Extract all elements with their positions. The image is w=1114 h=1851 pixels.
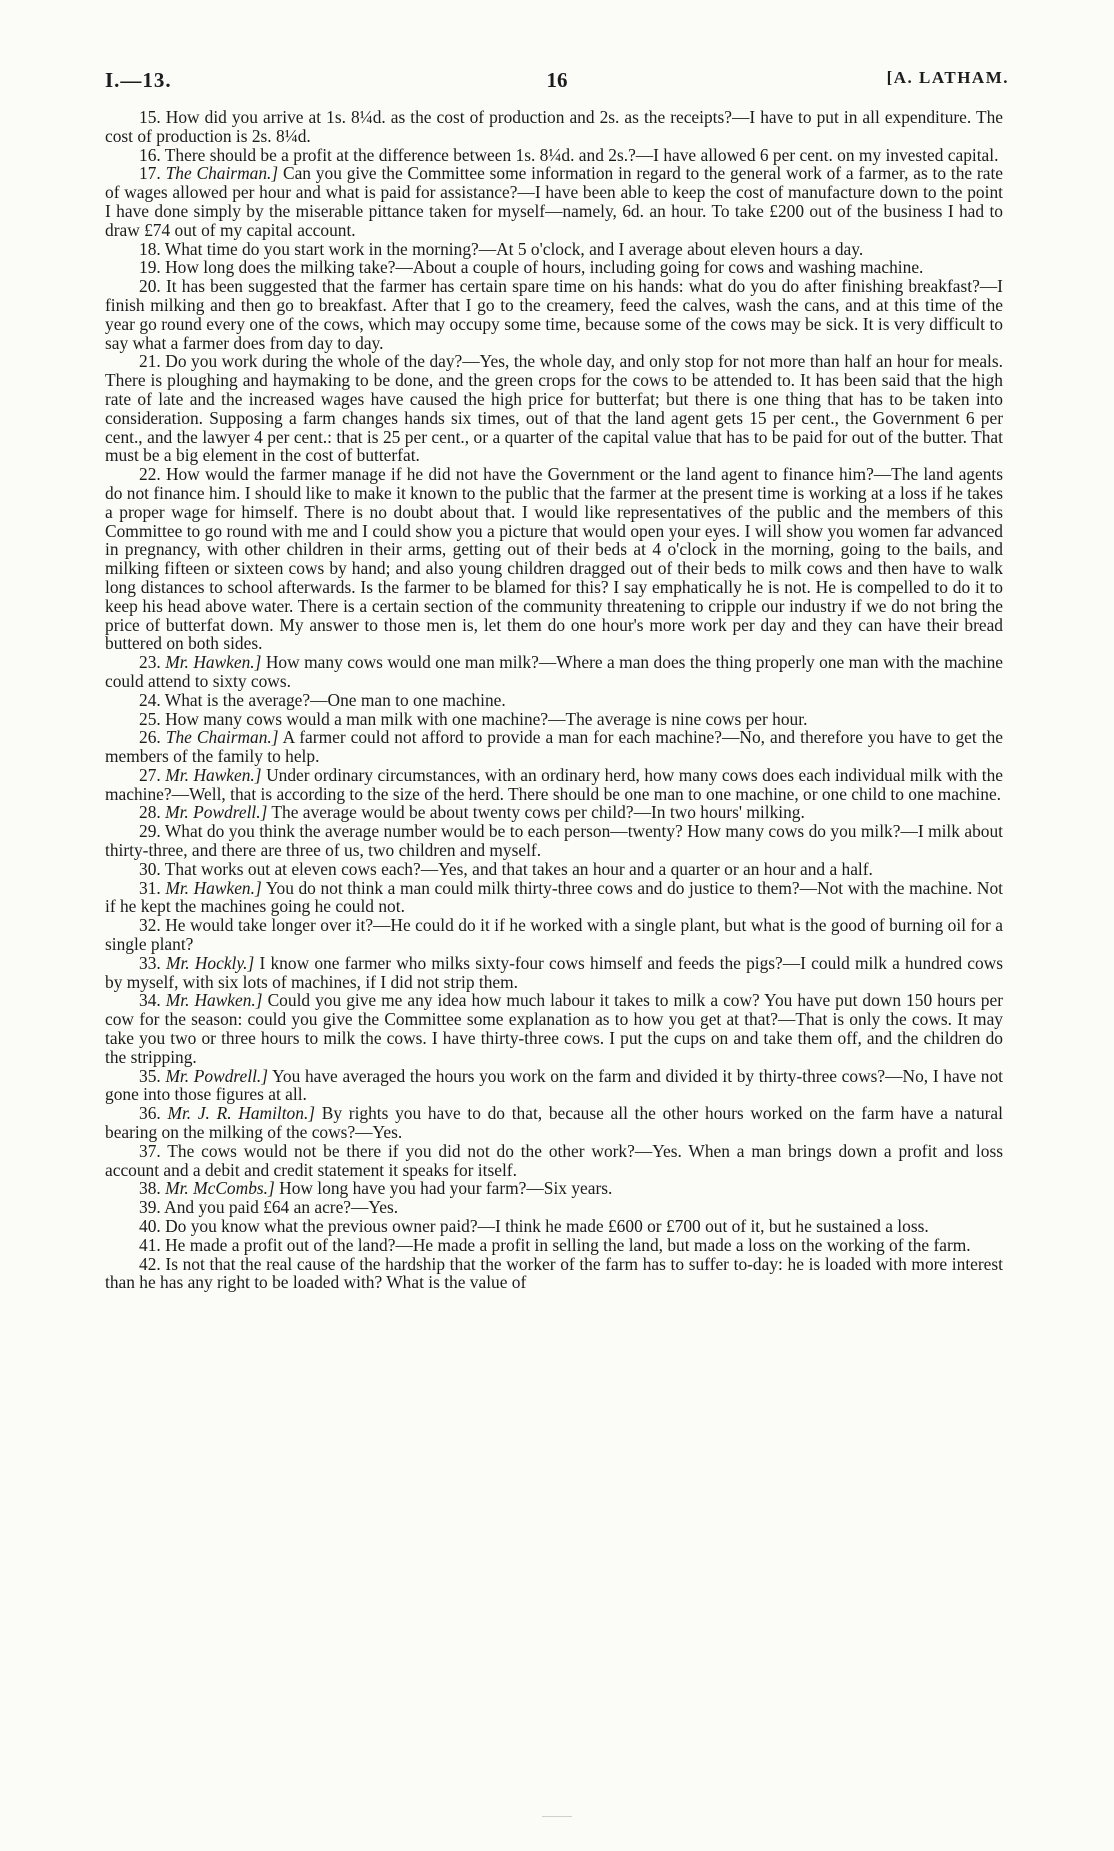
question-number: 19. (139, 257, 161, 278)
question-paragraph (105, 1236, 1003, 1255)
page-header (105, 68, 1009, 98)
question-paragraph (105, 728, 1003, 766)
page-footer (0, 1802, 1114, 1821)
speaker-name: Mr. Hawken.] (165, 652, 262, 673)
speaker-name: The Chairman.] (165, 727, 279, 748)
question-paragraph (105, 766, 1003, 804)
question-number: 42. (139, 1253, 161, 1274)
question-number: 35. (139, 1065, 161, 1086)
question-paragraph (105, 1104, 1003, 1142)
question-paragraph (105, 822, 1003, 860)
question-paragraph (105, 352, 1003, 465)
question-text: How long does the milking take?—About a couple of hours, including going for cows and washing machine. (165, 257, 924, 278)
question-paragraph (105, 164, 1003, 239)
question-number: 29. (139, 821, 161, 842)
question-paragraph (105, 653, 1003, 691)
question-number: 22. (139, 464, 161, 485)
question-number: 20. (139, 276, 161, 297)
question-number: 38. (139, 1178, 161, 1199)
question-text: He made a profit out of the land?—He made a profit in selling the land, but made a loss on the working of the farm. (165, 1234, 971, 1255)
question-number: 28. (139, 802, 161, 823)
question-text: How many cows would one man milk?—Where a man does the thing properly one man with the machine could attend to sixty cows. (105, 652, 1003, 691)
question-text: Do you know what the previous owner paid?—I think he made £600 or £700 out of it, but he sustained a loss. (165, 1216, 929, 1237)
question-paragraph (105, 240, 1003, 259)
question-number: 30. (139, 858, 161, 879)
question-paragraph (105, 1067, 1003, 1105)
question-number: 16. (139, 144, 161, 165)
question-number: 24. (139, 689, 161, 710)
question-paragraph (105, 1217, 1003, 1236)
speaker-name: Mr. Powdrell.] (165, 1065, 269, 1086)
question-text: A farmer could not afford to provide a man for each machine?—No, and therefore you have to get the members of the family to help. (105, 727, 1003, 767)
question-paragraph (105, 258, 1003, 277)
question-paragraph (105, 879, 1003, 917)
question-paragraph (105, 1142, 1003, 1180)
witness-name: [A. LATHAM. (886, 68, 1009, 87)
question-text: There should be a profit at the difference between 1s. 8¼d. and 2s.?—I have allowed 6 per cent. on my invested capital. (164, 144, 999, 165)
question-text: That works out at eleven cows each?—Yes, and that takes an hour and a quarter or an hour and a half. (164, 858, 873, 879)
question-number: 37. (139, 1140, 161, 1161)
question-text: Do you work during the whole of the day?—Yes, the whole day, and only stop for not more than half an hour for meals. There is ploughing and haymaking to be done, and the green crops for the cows to be attended to. It has been said that the high rate of late and the increased wages have caused the high price for butterfat; but there is one thing that has to be taken into consideration. Supposing a farm changes hands six times, out of that the land agent gets 15 per cent., the Government 6 per cent., and the lawyer 4 per cent.: that is 25 per cent., or a quarter of the capital value that has to be paid for out of the butter. That must be a big element in the cost of butterfat. (105, 351, 1003, 466)
question-paragraph (105, 465, 1003, 653)
question-paragraph (105, 1179, 1003, 1198)
question-text: Under ordinary circumstances, with an ordinary herd, how many cows does each individual milk with the machine?—Well, that is according to the size of the herd. There should be one man to one machine, or one child to one machine. (105, 764, 1003, 804)
question-number: 39. (139, 1197, 161, 1218)
question-text: How would the farmer manage if he did not have the Government or the land agent to finance him?—The land agents do not finance him. I should like to make it known to the public that the farmer at the present time is working at a loss if he takes a proper wage for himself. There is no doubt about that. I would like representatives of the public and the members of this Committee to go round with me and I could show you a picture that would open your eyes. I will show you women far advanced in pregnancy, with other children in their arms, getting out of their beds at 4 o'clock in the morning, going to the bails, and milking fifteen or sixteen cows by hand; and also young children dragged out of their beds to milk cows and then have to walk long distances to school afterwards. Is the farmer to be blamed for this? I say emphatically he is not. He is compelled to do it to keep his head above water. There is a certain section of the community threatening to cripple our industry if we do not bring the price of butterfat down. My answer to those men is, let them do one hour's more work per day and they can have their bread buttered on both sides. (105, 464, 1003, 654)
question-text: And you paid £64 an acre?—Yes. (164, 1197, 399, 1218)
question-text: Could you give me any idea how much labour it takes to milk a cow? You have put down 150 hours per cow for the season: could you give the Committee some explanation as to how you get at that?—That is only the cows. It may take you two or three hours to milk the cows. I have thirty-three cows. I put the cups on and take them off, and the children do the stripping. (105, 990, 1004, 1067)
question-paragraph (105, 1255, 1003, 1293)
speaker-name: Mr. Hawken.] (165, 764, 262, 785)
question-paragraph (105, 146, 1003, 165)
question-text: The cows would not be there if you did not do the other work?—Yes. When a man brings down a profit and loss account and a debit and credit statement it speaks for itself. (105, 1140, 1003, 1180)
page-number: 16 (546, 68, 568, 92)
speaker-name: Mr. McCombs.] (165, 1178, 275, 1199)
question-text: He would take longer over it?—He could do it if he worked with a single plant, but what is the good of burning oil for a single plant? (105, 915, 1003, 955)
question-paragraph (105, 277, 1003, 352)
question-number: 41. (139, 1234, 161, 1255)
question-paragraph (105, 954, 1003, 992)
question-paragraph (105, 710, 1003, 729)
question-text: You have averaged the hours you work on the farm and divided it by thirty-three cows?—No, I have not gone into those figures at all. (105, 1065, 1004, 1105)
question-paragraph (105, 691, 1003, 710)
question-number: 17. (139, 163, 161, 184)
question-paragraph (105, 108, 1003, 146)
speaker-name: Mr. Hockly.] (165, 952, 255, 973)
question-text: How did you arrive at 1s. 8¼d. as the cost of production and 2s. as the receipts?—I have to put in all expenditure. The cost of production is 2s. 8¼d. (105, 107, 1003, 146)
speaker-name: Mr. Powdrell.] (165, 802, 268, 823)
question-text: Is not that the real cause of the hardship that the worker of the farm has to suffer to-day: he is loaded with more interest than he has any right to be loaded with? What is the value of (105, 1253, 1003, 1293)
question-number: 25. (139, 708, 161, 729)
question-paragraph (105, 860, 1003, 879)
question-number: 23. (139, 652, 161, 673)
question-number: 40. (139, 1216, 161, 1237)
question-text: Can you give the Committee some information in regard to the general work of a farmer, as to the rate of wages allowed per hour and what is paid for assistance?—I have been able to keep the cost of manufacture down to the point I have done simply by the miserable pittance taken for myself—namely, 6d. an hour. To take £200 out of the business I had to draw £74 out of my capital account. (105, 163, 1003, 240)
question-number: 36. (139, 1103, 161, 1124)
question-number: 33. (139, 952, 161, 973)
speaker-name: Mr. Hawken.] (165, 877, 262, 898)
footer-rule (542, 1816, 572, 1817)
question-text: How many cows would a man milk with one machine?—The average is nine cows per hour. (165, 708, 808, 729)
evidence-text (105, 108, 1003, 1292)
question-text: How long have you had your farm?—Six years. (279, 1178, 613, 1199)
question-text: You do not think a man could milk thirty-three cows and do justice to them?—Not with the machine. Not if he kept the machines going he could not. (105, 877, 1004, 917)
question-number: 32. (139, 915, 161, 936)
speaker-name: The Chairman.] (165, 163, 279, 184)
question-text: It has been suggested that the farmer has certain spare time on his hands: what do you do after finishing breakfast?—I finish milking and then go to breakfast. After that I go to the creamery, feed the calves, wash the cans, and at this time of the year go round every one of the cows, which may occupy some time, because some of the cows may be sick. It is very difficult to say what a farmer does from day to day. (105, 276, 1003, 353)
question-text: By rights you have to do that, because all the other hours worked on the farm have a natural bearing on the milking of the cows?—Yes. (105, 1103, 1003, 1143)
question-paragraph (105, 1198, 1003, 1217)
speaker-name: Mr. Hawken.] (165, 990, 263, 1011)
question-text: What time do you start work in the morning?—At 5 o'clock, and I average about eleven hours a day. (164, 238, 864, 259)
question-text: What do you think the average number would be to each person—twenty? How many cows do you milk?—I milk about thirty-three, and there are three of us, two children and myself. (105, 821, 1003, 861)
question-text: The average would be about twenty cows per child?—In two hours' milking. (271, 802, 805, 823)
question-number: 34. (139, 990, 161, 1011)
question-number: 21. (139, 351, 161, 372)
question-number: 31. (139, 877, 161, 898)
question-number: 27. (139, 764, 161, 785)
paper-reference: I.—13. (105, 68, 172, 92)
question-paragraph (105, 916, 1003, 954)
question-paragraph (105, 803, 1003, 822)
question-number: 26. (139, 727, 161, 748)
question-text: What is the average?—One man to one machine. (164, 689, 506, 710)
question-text: I know one farmer who milks sixty-four cows himself and feeds the pigs?—I could milk a hundred cows by myself, with six lots of machines, if I did not strip them. (105, 952, 1003, 992)
speaker-name: Mr. J. R. Hamilton.] (167, 1103, 316, 1124)
question-number: 15. (139, 107, 161, 127)
question-paragraph (105, 991, 1003, 1066)
question-number: 18. (139, 238, 161, 259)
